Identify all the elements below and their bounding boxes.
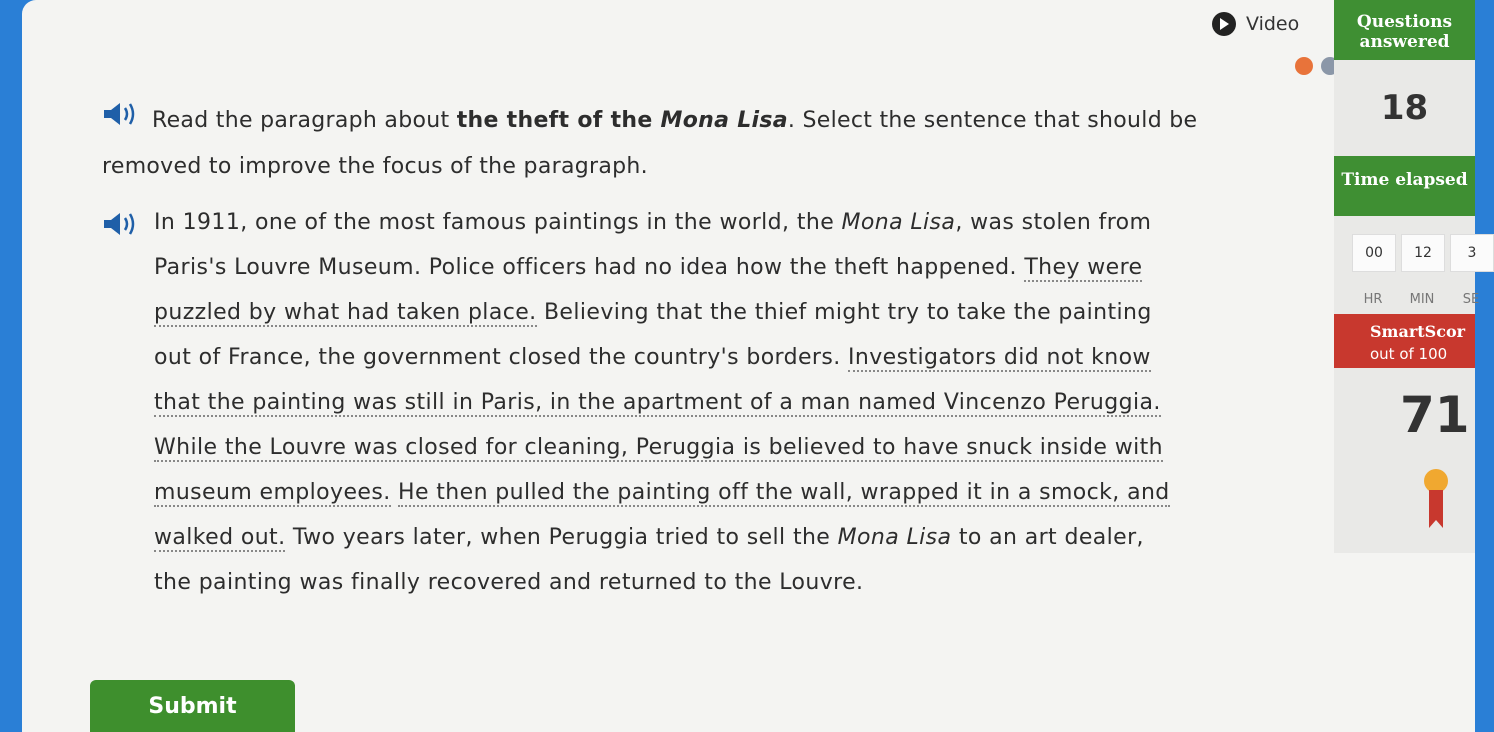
progress-dots bbox=[1295, 57, 1339, 75]
questions-answered-label: Questions answered bbox=[1334, 0, 1475, 60]
prompt-bold bbox=[457, 108, 788, 133]
time-seconds-label: SE bbox=[1462, 292, 1480, 307]
smartscore-panel bbox=[1334, 368, 1475, 553]
prompt-bold-italic: Mona Lisa bbox=[660, 108, 788, 133]
time-minutes-label: MIN bbox=[1409, 292, 1435, 307]
sentence-3[interactable]: They were puzzled by what had taken place. bbox=[154, 255, 1143, 325]
video-link[interactable] bbox=[1212, 12, 1299, 36]
questions-answered-value: 18 bbox=[1334, 60, 1475, 156]
passage bbox=[102, 200, 1182, 605]
progress-dot-active bbox=[1295, 57, 1313, 75]
prompt-bold-text: the theft of the bbox=[456, 108, 661, 133]
time-elapsed-label: Time elapsed bbox=[1334, 156, 1475, 216]
sentence-4[interactable]: Believing that the thief might try to take the painting out of France, the government closed the country's borders. bbox=[154, 300, 1152, 370]
smartscore-sublabel: out of 100 bbox=[1370, 345, 1448, 363]
smartscore-label: SmartScor bbox=[1370, 322, 1466, 341]
sentence-1-italic: Mona Lisa bbox=[841, 210, 956, 235]
speaker-icon[interactable] bbox=[102, 208, 140, 253]
time-seconds: 3 bbox=[1450, 234, 1494, 272]
sentence-8[interactable] bbox=[154, 525, 1144, 595]
sentence-1-text: In 1911, one of the most famous paintings in the world, the bbox=[154, 210, 842, 235]
sentence-2[interactable]: Police officers had no idea how the theft happened. bbox=[428, 255, 1017, 280]
question-prompt bbox=[102, 98, 1202, 190]
smartscore-value: 71 bbox=[1400, 386, 1470, 444]
practice-page bbox=[22, 0, 1475, 732]
sentence-8-text-end: to an art dealer, the painting was finally recovered and returned to the Louvre. bbox=[154, 525, 1144, 595]
video-label: Video bbox=[1246, 13, 1300, 35]
medal-icon bbox=[1422, 468, 1450, 530]
sentence-6[interactable]: While the Louvre was closed for cleaning, Peruggia is believed to have snuck inside with museum employees. bbox=[154, 435, 1163, 505]
submit-button[interactable]: Submit bbox=[90, 680, 295, 732]
time-hours: 00 bbox=[1352, 234, 1396, 272]
prompt-text-before: Read the paragraph about bbox=[152, 108, 457, 133]
smartscore-header bbox=[1334, 314, 1475, 368]
stats-sidebar bbox=[1334, 0, 1480, 555]
play-icon bbox=[1212, 12, 1236, 36]
time-minutes: 12 bbox=[1401, 234, 1445, 272]
speaker-icon[interactable] bbox=[102, 98, 140, 144]
sentence-7[interactable]: He then pulled the painting off the wall, wrapped it in a smock, and walked out. bbox=[154, 480, 1170, 550]
prompt-text-after: . Select the sentence that should be removed to improve the focus of the paragraph. bbox=[102, 108, 1198, 179]
sentence-8-italic: Mona Lisa bbox=[837, 525, 952, 550]
sentence-1-text-end: , was stolen from Paris's Louvre Museum. bbox=[154, 210, 1152, 280]
sentence-8-text: Two years later, when Peruggia tried to sell the bbox=[292, 525, 838, 550]
time-hours-label: HR bbox=[1363, 292, 1383, 307]
time-elapsed-panel bbox=[1334, 216, 1480, 314]
sentence-5[interactable]: Investigators did not know that the painting was still in Paris, in the apartment of a man named Vincenzo Peruggia. bbox=[154, 345, 1161, 415]
